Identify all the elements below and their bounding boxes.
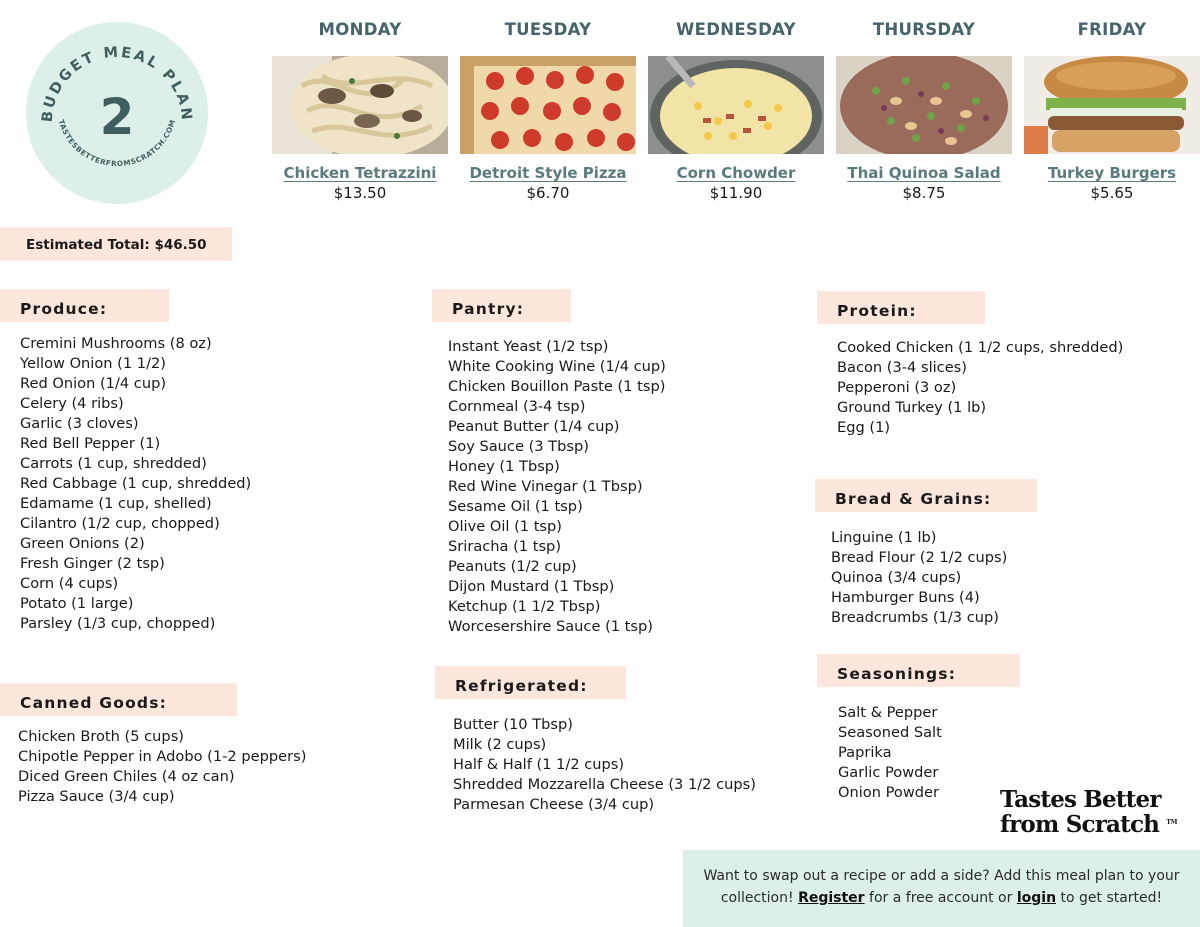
day-column-thursday <box>836 20 1012 202</box>
list-item: Peanut Butter (1/4 cup) <box>448 418 620 435</box>
list-item: Peanuts (1/2 cup) <box>448 558 577 575</box>
list-item: Butter (10 Tbsp) <box>453 716 573 733</box>
logo-line-1: Tastes Better <box>1000 786 1161 813</box>
list-item: Instant Yeast (1/2 tsp) <box>448 338 609 355</box>
category-header-produce <box>0 289 169 322</box>
list-item: Honey (1 Tbsp) <box>448 458 560 475</box>
cta-text-2: for a free account or <box>864 890 1017 906</box>
recipe-link-chicken-tetrazzini[interactable]: Chicken Tetrazzini <box>283 164 437 182</box>
list-item: Half & Half (1 1/2 cups) <box>453 756 625 773</box>
recipe-photo-thai-quinoa-salad[interactable] <box>836 56 1012 154</box>
category-header-bread-grains <box>815 479 1037 512</box>
login-link[interactable]: login <box>1016 890 1057 906</box>
list-item: Garlic Powder <box>838 764 939 781</box>
list-item: Dijon Mustard (1 Tbsp) <box>448 578 615 595</box>
list-item: Red Onion (1/4 cup) <box>20 375 167 392</box>
estimated-total: Estimated Total: $46.50 <box>0 227 232 261</box>
list-item: Milk (2 cups) <box>453 736 547 753</box>
category-title: Bread & Grains: <box>835 490 992 508</box>
budget-meal-plan-badge <box>26 22 208 204</box>
logo-line-2-text: from Scratch <box>1000 811 1160 838</box>
list-item: Cilantro (1/2 cup, chopped) <box>20 515 220 532</box>
recipe-price: $11.90 <box>709 184 763 202</box>
list-item: Yellow Onion (1 1/2) <box>20 355 166 372</box>
recipe-link-detroit-style-pizza[interactable]: Detroit Style Pizza <box>469 164 627 182</box>
day-name: THURSDAY <box>872 20 976 39</box>
list-item: Paprika <box>838 744 892 761</box>
register-cta <box>683 850 1200 927</box>
day-column-friday <box>1024 20 1200 202</box>
list-item: Sesame Oil (1 tsp) <box>448 498 583 515</box>
list-item: Shredded Mozzarella Cheese (3 1/2 cups) <box>453 776 756 793</box>
list-item: Cornmeal (3-4 tsp) <box>448 398 586 415</box>
list-item: Edamame (1 cup, shelled) <box>20 495 212 512</box>
list-canned-goods <box>18 727 306 807</box>
list-item: Diced Green Chiles (4 oz can) <box>18 768 235 785</box>
logo-line-2 <box>1000 812 1190 837</box>
recipe-photo-detroit-style-pizza[interactable] <box>460 56 636 154</box>
recipe-price: $5.65 <box>1090 184 1134 202</box>
category-header-pantry <box>432 289 571 322</box>
list-item: Garlic (3 cloves) <box>20 415 139 432</box>
list-bread-grains <box>831 528 1007 628</box>
list-item: Cremini Mushrooms (8 oz) <box>20 335 212 352</box>
list-item: Linguine (1 lb) <box>831 529 937 546</box>
list-item: Olive Oil (1 tsp) <box>448 518 562 535</box>
category-header-refrigerated <box>435 666 626 699</box>
category-header-canned-goods <box>0 683 237 716</box>
day-name: FRIDAY <box>1077 20 1147 39</box>
tastes-better-logo <box>1000 787 1190 837</box>
day-name: MONDAY <box>318 20 402 39</box>
list-item: Red Wine Vinegar (1 Tbsp) <box>448 478 643 495</box>
recipe-link-thai-quinoa-salad[interactable]: Thai Quinoa Salad <box>847 164 1001 182</box>
recipe-link-turkey-burgers[interactable]: Turkey Burgers <box>1047 164 1177 182</box>
category-title: Produce: <box>20 300 108 318</box>
list-item: Hamburger Buns (4) <box>831 589 980 606</box>
list-item: Cooked Chicken (1 1/2 cups, shredded) <box>837 339 1124 356</box>
recipe-price: $8.75 <box>902 184 946 202</box>
list-item: Quinoa (3/4 cups) <box>831 569 962 586</box>
category-title: Pantry: <box>452 300 525 318</box>
list-item: Breadcrumbs (1/3 cup) <box>831 609 999 626</box>
svg-text:BUDGET MEAL PLAN: BUDGET MEAL PLAN <box>39 44 195 123</box>
svg-text:TASTESBETTERFROMSCRATCH.COM: TASTESBETTERFROMSCRATCH.COM <box>56 118 178 169</box>
list-item: Potato (1 large) <box>20 595 134 612</box>
category-title: Protein: <box>837 302 917 320</box>
list-item: Pepperoni (3 oz) <box>837 379 957 396</box>
recipe-link-corn-chowder[interactable]: Corn Chowder <box>676 164 796 182</box>
list-refrigerated <box>453 715 756 815</box>
recipe-photo-turkey-burgers[interactable] <box>1024 56 1200 154</box>
list-produce <box>20 334 251 634</box>
cta-text-1: Want to swap out a recipe or add a side? Add this meal plan to your collection! <box>703 868 1180 906</box>
list-item: Onion Powder <box>838 784 939 801</box>
category-header-seasonings <box>817 654 1020 687</box>
list-item: Sriracha (1 tsp) <box>448 538 562 555</box>
list-item: Ketchup (1 1/2 Tbsp) <box>448 598 601 615</box>
list-item: Chicken Broth (5 cups) <box>18 728 184 745</box>
trademark: TM <box>1166 819 1178 826</box>
day-name: WEDNESDAY <box>676 20 796 39</box>
recipe-price: $13.50 <box>333 184 387 202</box>
recipe-photo-chicken-tetrazzini[interactable] <box>272 56 448 154</box>
day-name: TUESDAY <box>504 20 592 39</box>
list-item: Celery (4 ribs) <box>20 395 124 412</box>
list-item: Chipotle Pepper in Adobo (1-2 peppers) <box>18 748 307 765</box>
list-item: Bacon (3-4 slices) <box>837 359 967 376</box>
category-header-protein <box>817 291 985 324</box>
day-column-monday <box>272 20 448 202</box>
category-title: Seasonings: <box>837 665 957 683</box>
recipe-photo-corn-chowder[interactable] <box>648 56 824 154</box>
plan-number: 2 <box>99 88 135 146</box>
list-item: Fresh Ginger (2 tsp) <box>20 555 165 572</box>
list-item: Red Cabbage (1 cup, shredded) <box>20 475 252 492</box>
register-link[interactable]: Register <box>798 890 865 906</box>
list-item: Seasoned Salt <box>838 724 942 741</box>
day-column-wednesday <box>648 20 824 202</box>
list-item: White Cooking Wine (1/4 cup) <box>448 358 666 375</box>
list-item: Red Bell Pepper (1) <box>20 435 161 452</box>
list-item: Chicken Bouillon Paste (1 tsp) <box>448 378 666 395</box>
list-item: Parmesan Cheese (3/4 cup) <box>453 796 655 813</box>
list-item: Pizza Sauce (3/4 cup) <box>18 788 175 805</box>
list-pantry <box>448 337 666 637</box>
list-item: Egg (1) <box>837 419 891 436</box>
list-item: Parsley (1/3 cup, chopped) <box>20 615 216 632</box>
list-item: Salt & Pepper <box>838 704 938 721</box>
category-title: Refrigerated: <box>455 677 588 695</box>
list-item: Green Onions (2) <box>20 535 145 552</box>
list-item: Carrots (1 cup, shredded) <box>20 455 207 472</box>
day-column-tuesday <box>460 20 636 202</box>
list-item: Corn (4 cups) <box>20 575 119 592</box>
list-item: Worcesershire Sauce (1 tsp) <box>448 618 653 635</box>
recipe-price: $6.70 <box>526 184 570 202</box>
list-protein <box>837 338 1123 438</box>
category-title: Canned Goods: <box>20 694 168 712</box>
list-seasonings <box>838 703 942 803</box>
list-item: Soy Sauce (3 Tbsp) <box>448 438 589 455</box>
list-item: Bread Flour (2 1/2 cups) <box>831 549 1008 566</box>
cta-text-3: to get started! <box>1056 890 1163 906</box>
list-item: Ground Turkey (1 lb) <box>837 399 987 416</box>
